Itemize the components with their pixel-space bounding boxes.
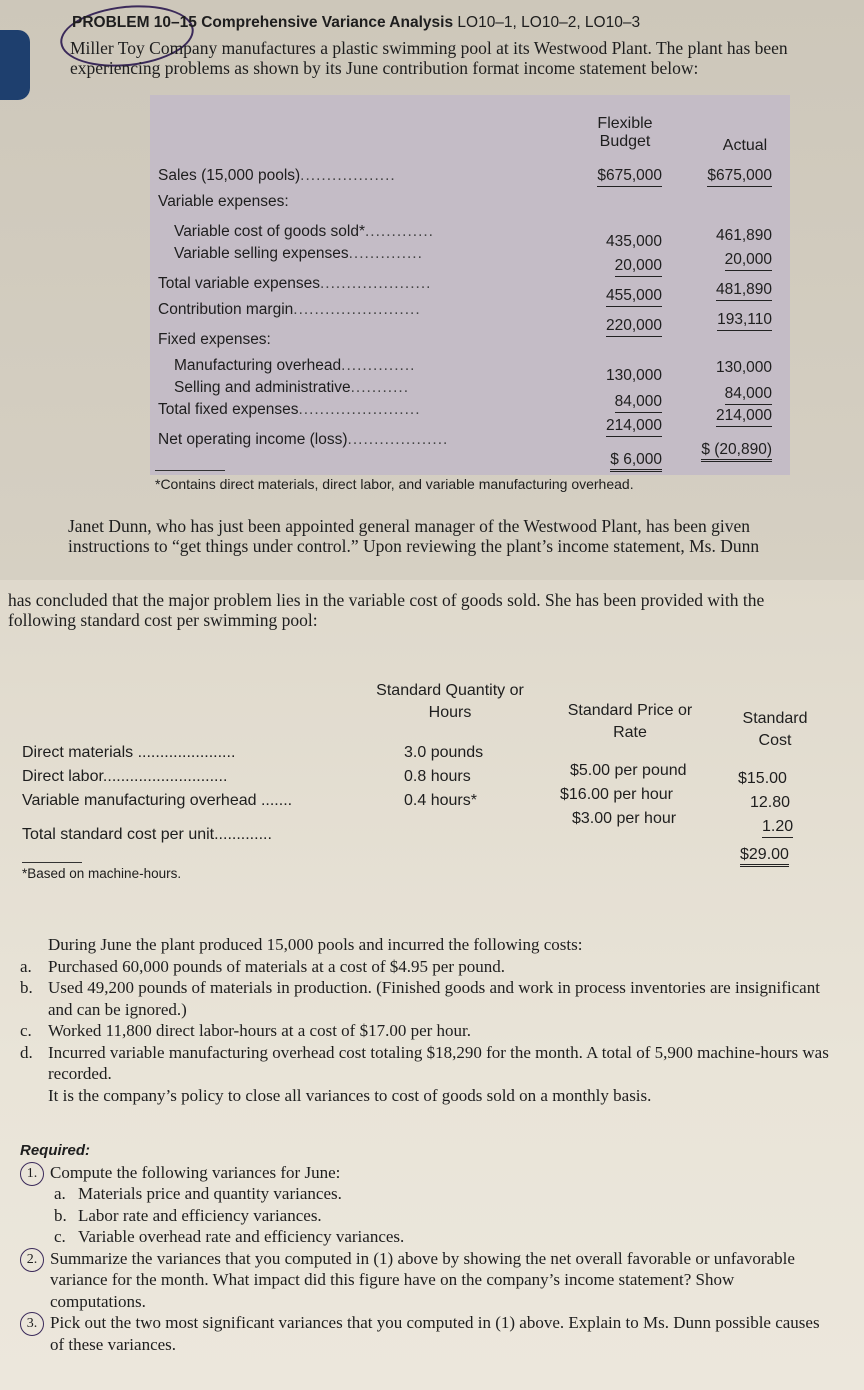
col-actual: Actual [722, 137, 768, 154]
is-row-variable-heading: Variable expenses: [158, 193, 289, 210]
is-row-selling-admin: Selling and administrative........... 84,000 84,000 [150, 379, 790, 401]
june-costs [20, 934, 830, 1106]
std-col-price: Standard Price or Rate [567, 702, 693, 741]
std-row-label-materials: Direct materials ...................... [22, 744, 236, 761]
june-costs-policy: It is the company’s policy to close all variances to cost of goods sold on a monthly basis. [48, 1085, 652, 1105]
income-footnote: *Contains direct materials, direct labor, and variable manufacturing overhead. [155, 476, 634, 492]
narrative-part2: has concluded that the major problem lies in the variable cost of goods sold. She has been provided with the following standard cost per swimming pool: [8, 590, 765, 630]
std-price-materials: $5.00 per pound [570, 762, 687, 779]
june-cost-item-a: a. Purchased 60,000 pounds of materials at a cost of $4.95 per pound. [20, 956, 506, 976]
std-col-cost: Standard Cost [742, 710, 808, 749]
required-heading: Required: [20, 1142, 91, 1159]
std-qty-voh: 0.4 hours* [404, 792, 477, 809]
is-row-total-variable: Total variable expenses..................... 455,000 481,890 [150, 275, 790, 297]
std-footnote-rule [22, 862, 82, 863]
is-row-contribution-margin: Contribution margin........................ 220,000 193,110 [150, 301, 790, 323]
std-cost-materials: $15.00 [738, 770, 787, 787]
is-row-var-cogs: Variable cost of goods sold*............. 435,000 461,890 [174, 223, 772, 250]
income-statement-table [150, 95, 790, 475]
std-price-labor: $16.00 per hour [560, 786, 673, 803]
problem-title: PROBLEM 10–15 Comprehensive Variance Analysis LO10–1, LO10–2, LO10–3 [72, 14, 641, 31]
is-row-fixed-heading: Fixed expenses: [158, 331, 271, 348]
june-costs-intro: During June the plant produced 15,000 pools and incurred the following costs: [48, 935, 583, 954]
std-price-voh: $3.00 per hour [572, 810, 677, 827]
required-q1-c: c. Variable overhead rate and efficiency variances. [54, 1227, 405, 1246]
std-qty-labor: 0.8 hours [404, 768, 471, 785]
june-cost-item-d: d. Incurred variable manufacturing overhead cost totaling $18,290 for the month. A total of 5,900 machine-hours was recorded. [20, 1042, 829, 1083]
required-q1-a: a. Materials price and quantity variances. [54, 1184, 342, 1203]
page-top [0, 0, 864, 580]
std-row-label-total: Total standard cost per unit............. [22, 826, 272, 843]
std-cost-labor: 12.80 [750, 794, 791, 811]
std-col-qty: Standard Quantity or Hours [376, 682, 524, 721]
is-row-mfg-overhead: Manufacturing overhead.............. 130,000 130,000 [174, 357, 772, 384]
narrative-part1: Janet Dunn, who has just been appointed general manager of the Westwood Plant, has been given instructions to “get things under control.” Upon reviewing the plant’s income statement, Ms. Dunn [68, 516, 760, 556]
required-q1-b: b. Labor rate and efficiency variances. [54, 1205, 322, 1225]
std-row-label-voh: Variable manufacturing overhead ....... [22, 792, 293, 809]
footnote-rule [155, 470, 225, 471]
required-section [20, 1140, 830, 1355]
is-row-var-selling: Variable selling expenses.............. 20,000 20,000 [150, 245, 790, 267]
col-flexible-budget: Flexible Budget [597, 115, 653, 150]
std-qty-materials: 3.0 pounds [404, 744, 484, 761]
june-cost-item-c: c. Worked 11,800 direct labor-hours at a cost of $17.00 per hour. [20, 1021, 472, 1040]
std-footnote: *Based on machine-hours. [22, 866, 182, 881]
std-cost-voh: 1.20 [762, 818, 793, 838]
required-q2: 2. Summarize the variances that you computed in (1) above by showing the net overall favorable or unfavorable variance for the month. What impact did this figure have on the company’s income statement? Show computations. [20, 1248, 830, 1313]
std-cost-total: $29.00 [740, 846, 789, 867]
page-edge-tab [0, 30, 30, 100]
june-cost-item-b: b. Used 49,200 pounds of materials in production. (Finished goods and work in process inventories are insignificant and can be ignored.) [20, 978, 820, 1019]
std-row-label-labor: Direct labor............................ [22, 768, 228, 785]
required-q3: 3. Pick out the two most significant variances that you computed in (1) above. Explain to Ms. Dunn possible causes of these variances. [20, 1312, 830, 1355]
is-row-total-fixed: Total fixed expenses....................... 214,000 214,000 [150, 401, 790, 423]
required-q1: 1. Compute the following variances for June: [20, 1162, 830, 1184]
is-row-sales: Sales (15,000 pools).................. $675,000 $675,000 [150, 167, 790, 189]
page-bottom [0, 580, 864, 1390]
is-row-net-income: Net operating income (loss)................... $ 6,000 $ (20,890) [150, 431, 790, 453]
problem-intro: Miller Toy Company manufactures a plastic swimming pool at its Westwood Plant. The plant has been experiencing problems as shown by its June contribution format income statement below: [70, 38, 788, 78]
standard-cost-table [20, 680, 840, 880]
